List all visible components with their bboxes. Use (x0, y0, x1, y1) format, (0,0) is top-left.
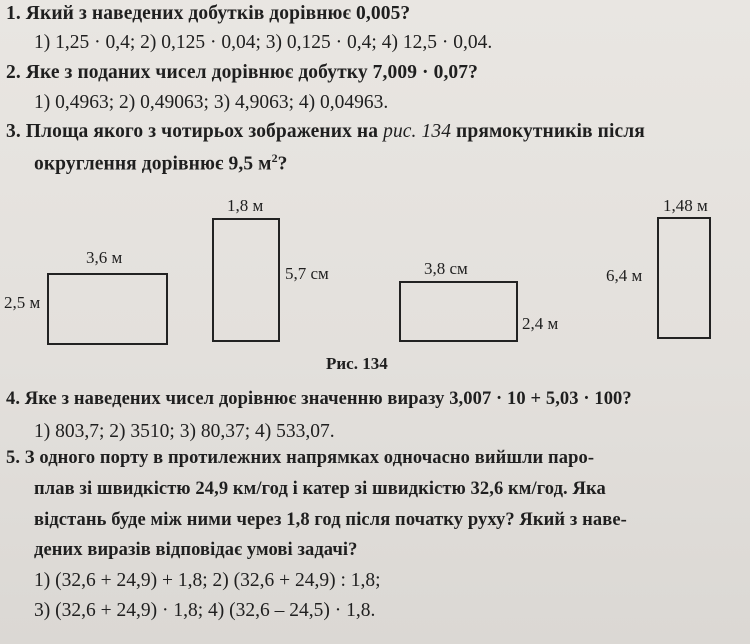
question-5-line-4: дених виразів відповідає умові задачі? (34, 540, 358, 560)
answers-5-line-2: 3) (32,6 + 24,9) · 1,8; 4) (32,6 – 24,5) · 1,8. (34, 600, 376, 621)
rectangle-3 (399, 281, 518, 342)
question-5-line-2: плав зі швидкістю 24,9 км/год і катер зі швидкістю 32,6 км/год. Яка (34, 479, 606, 499)
question-3-text-end: прямокутників після (451, 121, 645, 142)
rectangle-1 (47, 273, 168, 345)
answers-4: 1) 803,7; 2) 3510; 3) 80,37; 4) 533,07. (34, 421, 335, 442)
question-5-line-1: 5. З одного порту в протилежних напрямках одночасно вийшли паро- (6, 448, 595, 468)
question-2: 2. Яке з поданих чисел дорівнює добутку 7,009 · 0,07? (6, 62, 478, 83)
question-4: 4. Яке з наведених чисел дорівнює значенню виразу 3,007 · 10 + 5,03 · 100? (6, 389, 632, 409)
rect-2-height-label: 5,7 см (285, 264, 329, 283)
figure-caption: Рис. 134 (326, 354, 388, 373)
question-1: 1. Який з наведених добутків дорівнює 0,005? (6, 3, 411, 24)
rectangle-2 (212, 218, 280, 342)
question-3-line-1 (6, 121, 645, 143)
answers-5-line-1: 1) (32,6 + 24,9) + 1,8; 2) (32,6 + 24,9) : 1,8; (34, 570, 381, 591)
rect-2-width-label: 1,8 м (227, 196, 264, 215)
question-3-line-2 (34, 151, 288, 176)
answers-1: 1) 1,25 · 0,4; 2) 0,125 · 0,04; 3) 0,125 · 0,4; 4) 12,5 · 0,04. (34, 32, 493, 53)
answers-2: 1) 0,4963; 2) 0,49063; 3) 4,9063; 4) 0,04963. (34, 92, 389, 113)
question-5-line-3: відстань буде між ними через 1,8 год після початку руху? Який з наве- (34, 510, 627, 530)
rect-1-width-label: 3,6 м (86, 248, 123, 267)
rect-4-width-label: 1,48 м (663, 196, 708, 215)
superscript: 2 (271, 151, 278, 165)
rect-3-height-label: 2,4 м (522, 314, 559, 333)
question-mark: ? (277, 153, 288, 175)
rect-1-height-label: 2,5 м (4, 293, 41, 312)
question-3-text: 3. Площа якого з чотирьох зображених на (6, 121, 384, 142)
rect-3-width-label: 3,8 см (424, 259, 468, 278)
figure-reference: рис. 134 (383, 121, 452, 142)
question-3-text-2: округлення дорівнює 9,5 м (34, 153, 272, 175)
rect-4-height-label: 6,4 м (606, 266, 643, 285)
rectangle-4 (657, 217, 711, 339)
